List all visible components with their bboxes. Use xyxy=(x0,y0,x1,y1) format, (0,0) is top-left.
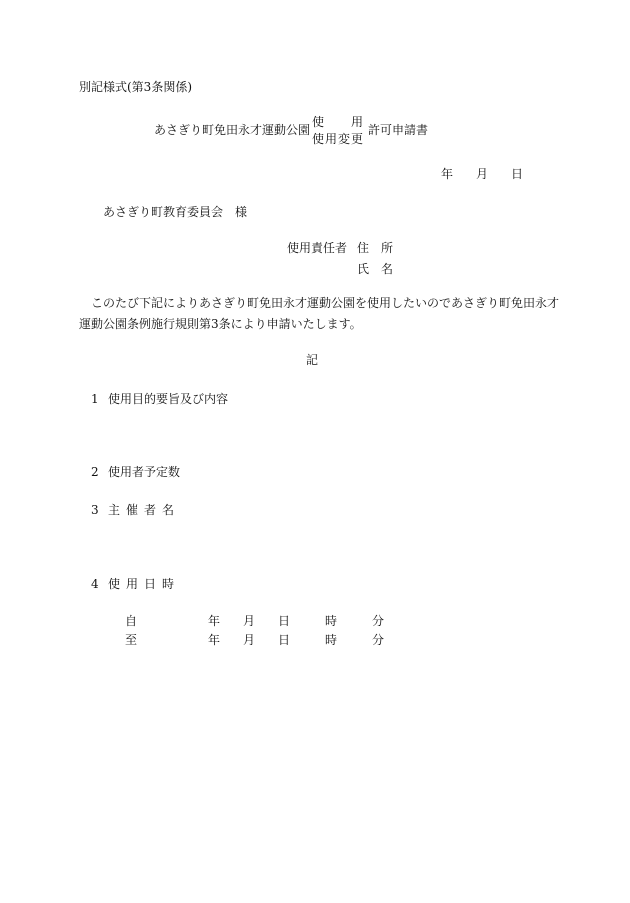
schedule-day-label: 日 xyxy=(278,614,291,628)
name-label: 氏 名 xyxy=(357,262,394,276)
date-year-label: 年 xyxy=(441,167,454,181)
title-suffix: 許可申請書 xyxy=(368,123,429,137)
schedule-hour-label: 時 xyxy=(325,633,338,647)
schedule-year-label: 年 xyxy=(208,633,221,647)
item-label: 使用日時 xyxy=(108,577,181,591)
title-use-top-left: 使 xyxy=(312,115,325,129)
title-use-change: 使用変更 xyxy=(312,132,365,146)
addressee: あさぎり町教育委員会 様 xyxy=(103,205,248,219)
item-number: 4 xyxy=(91,577,99,591)
schedule-label: 自 xyxy=(125,614,138,628)
address-label: 住 所 xyxy=(357,241,394,255)
item-number: 2 xyxy=(91,465,99,479)
notation-ki: 記 xyxy=(306,353,319,367)
item-label: 使用者予定数 xyxy=(108,465,181,479)
schedule-label: 至 xyxy=(125,633,138,647)
applicant-label: 使用責任者 xyxy=(287,241,348,255)
schedule-month-label: 月 xyxy=(243,633,256,647)
form-label: 別記様式(第3条関係) xyxy=(79,80,192,94)
title-prefix: あさぎり町免田永才運動公園 xyxy=(154,123,311,137)
schedule-hour-label: 時 xyxy=(325,614,338,628)
item-label: 主催者名 xyxy=(108,503,181,517)
body-line-1: このたび下記によりあさぎり町免田永才運動公園を使用したいのであさぎり町免田永才 xyxy=(91,296,560,310)
body-line-2: 運動公園条例施行規則第3条により申請いたします。 xyxy=(79,317,362,331)
date-month-label: 月 xyxy=(476,167,489,181)
date-day-label: 日 xyxy=(511,167,524,181)
schedule-minute-label: 分 xyxy=(372,614,385,628)
item-number: 1 xyxy=(91,392,99,406)
title-use-top-right: 用 xyxy=(351,115,364,129)
schedule-minute-label: 分 xyxy=(372,633,385,647)
item-number: 3 xyxy=(91,503,99,517)
schedule-day-label: 日 xyxy=(278,633,291,647)
item-label: 使用目的要旨及び内容 xyxy=(108,392,229,406)
schedule-month-label: 月 xyxy=(243,614,256,628)
schedule-year-label: 年 xyxy=(208,614,221,628)
